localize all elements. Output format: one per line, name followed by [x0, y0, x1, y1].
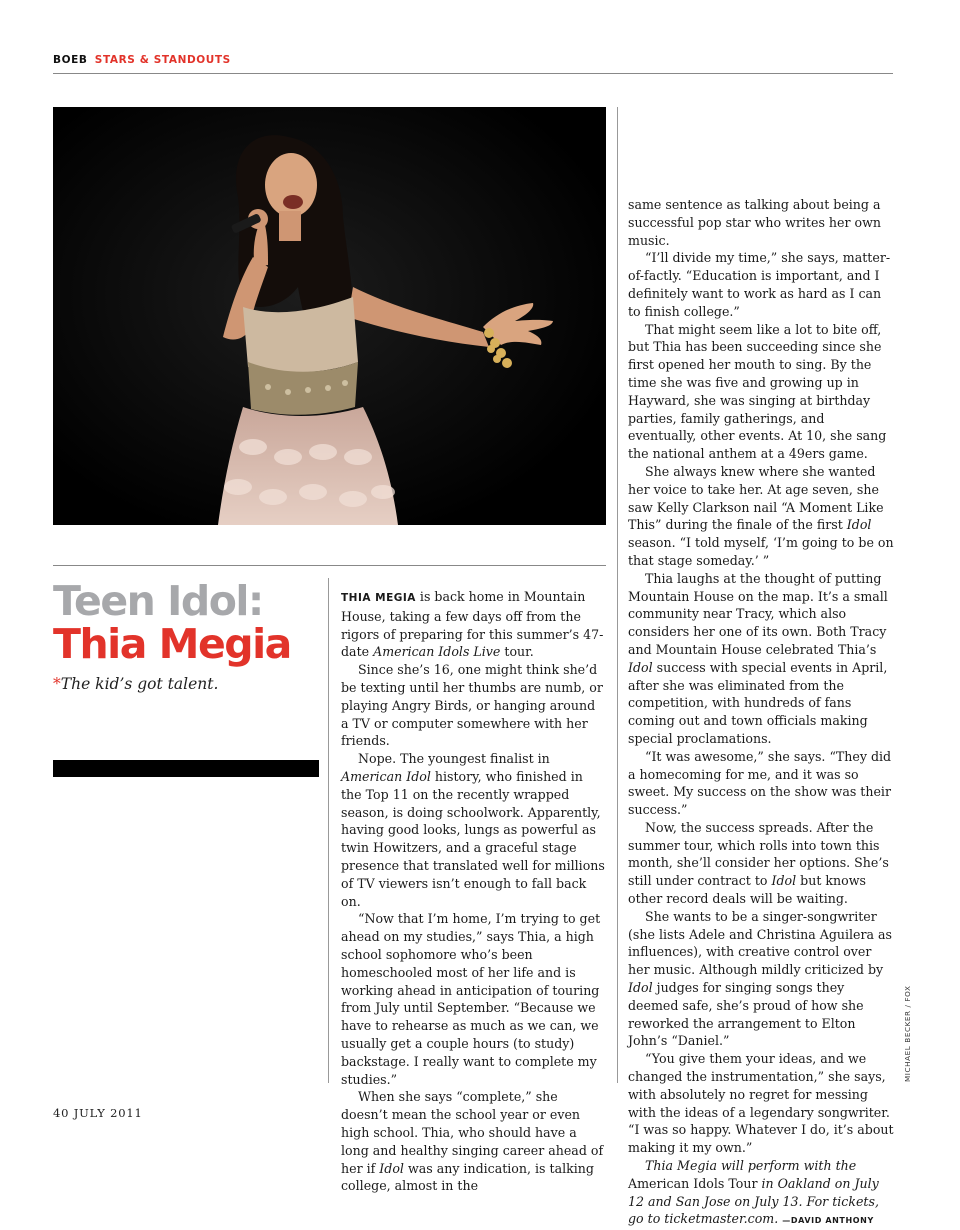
- author-signature: —DAVID ANTHONY: [782, 1216, 874, 1226]
- paragraph: [628, 463, 894, 570]
- column-divider: [328, 578, 329, 1083]
- photo-credit: MICHAEL BECKER / FOX: [903, 985, 912, 1082]
- text: judges for singing songs they deemed safe, she’s proud of how she reworked the arrangement to Elton John’s “Daniel.”: [628, 980, 864, 1049]
- text: Now, the success spreads. After the summer tour, which rolls into town this month, she’ll consider her options. She’s still under contract to: [628, 819, 889, 889]
- headline-line-2: Thia Megia: [53, 620, 291, 668]
- paragraph: “I’ll divide my time,” she says, matter-of-factly. “Education is important, and I definitely want to work as hard as I can to finish college.”: [628, 250, 891, 319]
- section-label: STARS & STANDOUTS: [94, 54, 231, 66]
- paragraph: [628, 819, 894, 908]
- text: She always knew where she wanted her voice to take her. At age seven, she saw Kelly Clarkson nail “A Moment Like This” during the finale of the first: [628, 463, 884, 533]
- paragraph: “It was awesome,” she says. “They did a homecoming for me, and it was so sweet. My success on the show was their success.”: [628, 748, 892, 818]
- paragraph: [341, 588, 606, 661]
- run-in-name: THIA MEGIA: [341, 592, 416, 604]
- page-folio: 40 JULY 2011: [53, 1106, 143, 1120]
- text: was any indication, is talking college, almost in the: [341, 1160, 594, 1194]
- article-column-2: [628, 196, 894, 1230]
- text: is back home in Mountain House, taking a few days off from the rigors of preparing for this summer’s 47-date: [341, 589, 604, 660]
- singer-photo: [53, 107, 606, 525]
- article-dek: [53, 675, 218, 693]
- italic-title: Idol: [771, 873, 797, 889]
- italic-text: Thia Megia will perform with the: [645, 1158, 857, 1174]
- column-divider: [617, 107, 618, 1083]
- text: American Idols Tour: [628, 1175, 762, 1191]
- paragraph: Since she’s 16, one might think she’d be texting until her thumbs are numb, or playing Angry Birds, or hanging around a TV or computer somewhere with her friends.: [341, 662, 603, 749]
- paragraph: [628, 908, 894, 1050]
- article-column-1: [341, 588, 606, 1195]
- italic-title: Idol: [846, 517, 872, 533]
- italic-title: Idol: [628, 659, 653, 675]
- text: season. “I told myself, ‘I’m going to be on that stage someday.’ ”: [628, 535, 894, 568]
- article-headline: [53, 577, 291, 668]
- paragraph: That might seem like a lot to bite off, but Thia has been succeeding since she first opened her mouth to sing. By the time she was five and growing up in Hayward, she was singing at birthday parties, family gatherings, and eventually, other events. At 10, she sang the national anthem at a 49ers game.: [628, 321, 887, 462]
- italic-title: American Idols Live: [373, 644, 501, 660]
- text: tour.: [500, 644, 534, 660]
- paragraph: [341, 750, 606, 910]
- italic-title: Idol: [379, 1160, 404, 1176]
- italic-title: American Idol: [341, 768, 431, 784]
- text: but knows other record deals will be waiting.: [628, 873, 866, 907]
- event-note: [628, 1157, 894, 1230]
- section-header: [53, 54, 231, 66]
- dek-text: The kid’s got talent.: [60, 675, 219, 693]
- paragraph: [341, 1088, 606, 1195]
- paragraph: [628, 570, 894, 748]
- paragraph: “You give them your ideas, and we changed the instrumentation,” she says, with absolutely no regret for messing with the ideas of a legendary songwriter. “I was so happy. Whatever I do, it’s about making it my own.”: [628, 1051, 894, 1156]
- italic-text: in Oakland on July 12 and San Jose on July 13. For tickets, go to ticketmaster.com.: [628, 1175, 879, 1227]
- paragraph: “Now that I’m home, I’m trying to get ahead on my studies,” says Thia, a high school sophomore who’s been homeschooled most of her life and is working ahead in anticipation of touring from July until September. “Because we have to rehearse as much as we can, we usually get a couple hours (to study) backstage. I really want to complete my studies.”: [341, 911, 601, 1087]
- text: She wants to be a singer-songwriter (she lists Adele and Christina Aguilera as influences), with creative control over her music. Although mildly criticized by: [628, 908, 893, 978]
- text: Thia laughs at the thought of putting Mountain House on the map. It’s a small community near Tracy, which also considers her one of its own. Both Tracy and Mountain House celebrated Thia’s: [628, 570, 888, 657]
- headline-line-1: Teen Idol:: [53, 577, 263, 625]
- brand-label: BOEB: [53, 54, 88, 66]
- italic-title: Idol: [628, 980, 653, 996]
- text: success with special events in April, after she was eliminated from the competition, with hundreds of fans coming out and town officials making special proclamations.: [628, 659, 888, 746]
- asterisk-icon: *: [53, 675, 61, 693]
- text: When she says “complete,” she doesn’t mean the school year or even high school. Thia, who should have a long and healthy singing career ahead of her if: [341, 1089, 604, 1176]
- text: Nope. The youngest finalist in: [358, 751, 550, 767]
- photo-divider: [53, 565, 606, 566]
- text: history, who finished in the Top 11 on the recently wrapped season, is doing schoolwork. Apparently, having good looks, lungs as powerful as twin Howitzers, and a graceful stage presence that translated well for millions of TV viewers isn’t enough to fall back on.: [341, 768, 605, 909]
- header-divider: [53, 73, 893, 74]
- paragraph: same sentence as talking about being a successful pop star who writes her own music.: [628, 197, 881, 248]
- decorative-bar: [53, 760, 319, 777]
